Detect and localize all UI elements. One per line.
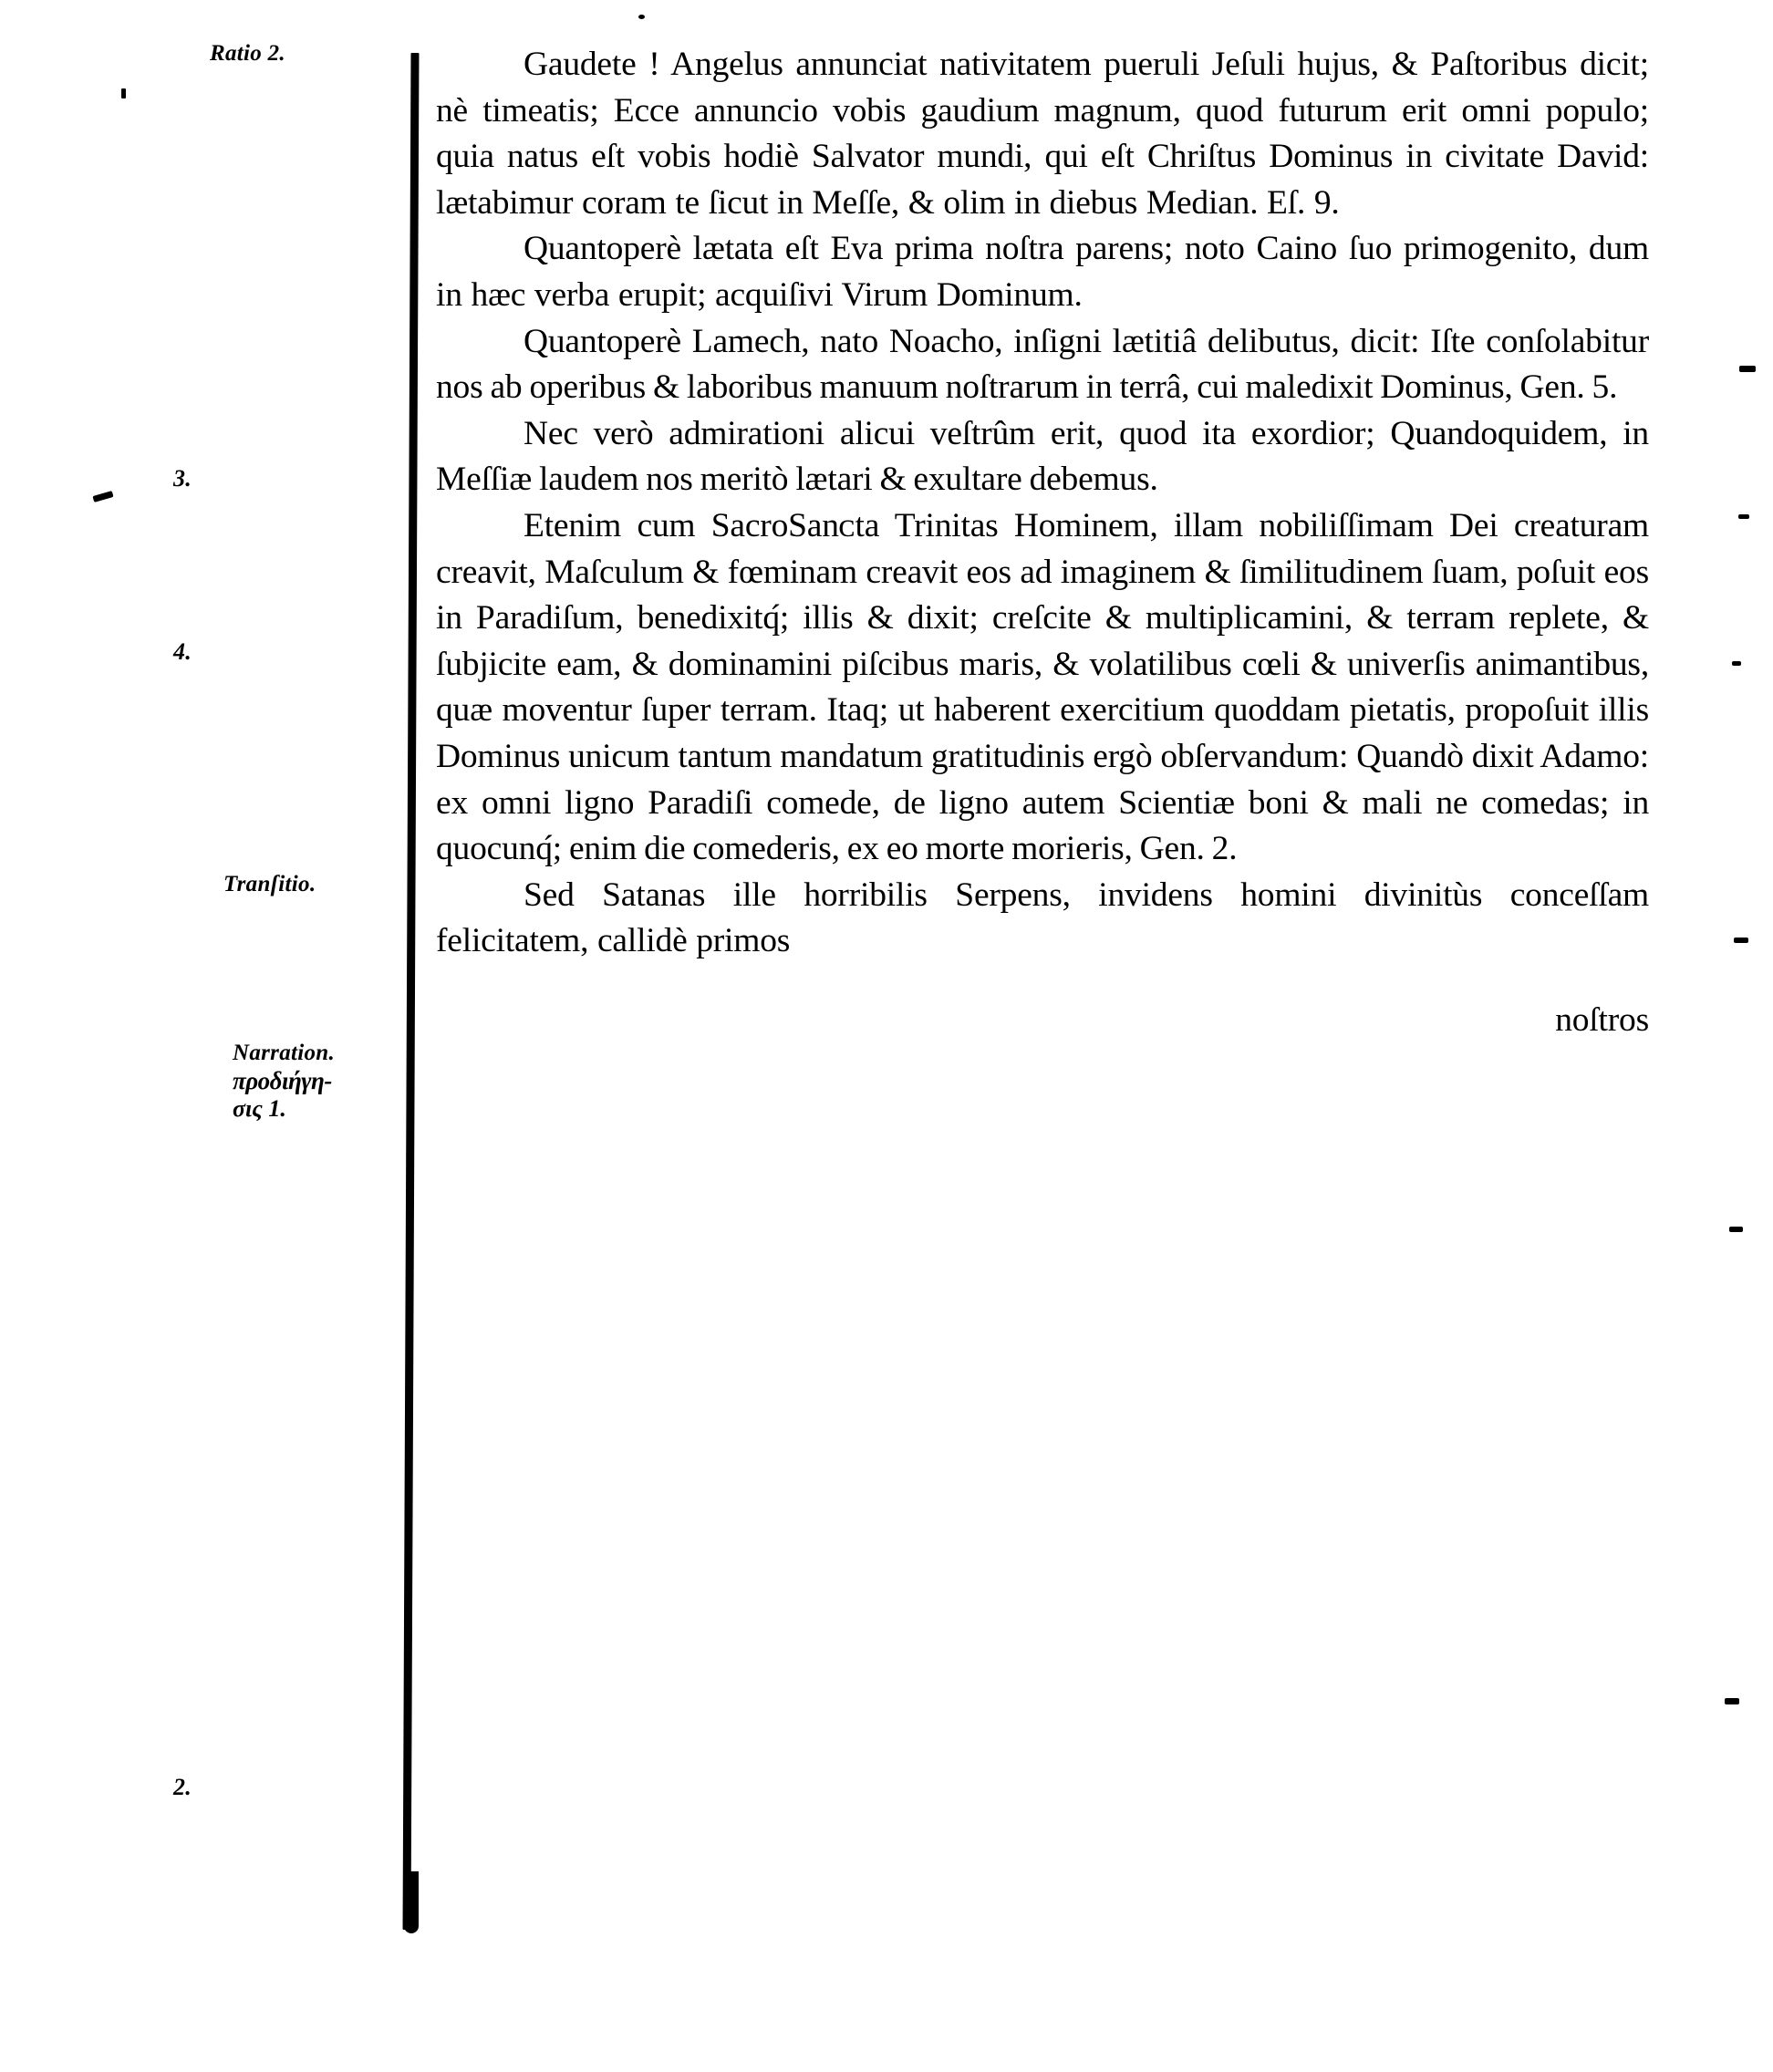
margin-note-narratio-greek-line-2: σις 1.: [233, 1095, 286, 1123]
margin-note-item-3-label: 3.: [172, 465, 192, 492]
catchword: noſtros: [1555, 1000, 1649, 1039]
paragraph-ratio-2: Gaudete ! Angelus annunciat nativitatem pueruli Jeſuli hujus, & Paſtoribus dicit; nè timeatis; Ecce annuncio vobis gaudium magnum, quod futurum erit omni populo; quia natus eſt vobis hodiè Salvator mundi, qui eſt Chriſtus Dominus in civitate David: lætabimur coram te ſicut in Meſſe, & olim in diebus Median. Eſ. 9.: [436, 46, 1649, 222]
margin-note-narratio: [0, 1040, 597, 1124]
paragraph-transitio: Nec verò admirationi alicui veſtrûm erit, quod ita exordior; Quandoquidem, in Meſſiæ laudem nos meritò lætari & exultare debemus.: [436, 414, 1649, 499]
scan-speckle: [638, 15, 645, 19]
column-rule-foot: [404, 1871, 419, 1933]
scan-speckle: [1725, 1698, 1739, 1704]
margin-note-item-3: [0, 465, 365, 493]
scan-speckle: [1732, 661, 1741, 666]
scan-speckle: [1734, 938, 1748, 943]
paragraph-4: Quantoperè Lamech, nato Noacho, inſigni lætitiâ delibutus, dicit: Iſte conſolabitur nos ab operibus & laboribus manuum noſtrarum in terrâ, cui maledixit Dominus, Gen. 5.: [436, 322, 1649, 407]
margin-note-item-4: [0, 638, 365, 667]
scan-speckle: [121, 88, 126, 98]
scan-speckle: [1739, 366, 1756, 372]
text-column: [436, 42, 1649, 1043]
margin-note-transitio: [0, 871, 383, 898]
paragraph-2: Sed Satanas ille horribilis Serpens, invidens homini divinitùs conceſſam felicitatem, callidè primos: [436, 875, 1649, 960]
column-rule: [403, 53, 420, 1930]
margin-note-item-4-label: 4.: [172, 638, 192, 665]
margin-note-ratio-2-label: Ratio 2.: [210, 41, 285, 66]
margin-note-transitio-label: Tranſitio.: [223, 872, 316, 896]
margin-note-item-2-label: 2.: [172, 1774, 192, 1800]
margin-note-narratio-label: Narration.: [233, 1041, 336, 1065]
paragraph-narratio: Etenim cum SacroSanᴄta Trinitas Hominem, illam nobiliſſimam Dei creaturam creavit, Maſculum & fœminam creavit eos ad imaginem & ſimilitudinem ſuam, poſuit eos in Paradiſum, benedixitq́; illis & dixit; creſcite & multiplicamini, & terram replete, & ſubjicite eam, & dominamini piſcibus maris, & volatilibus cœli & univerſis animantibus, quæ moventur ſuper terram. Itaq; ut haberent exercitium quoddam pietatis, propoſuit illis Dominus unicum tantum mandatum gratitudinis ergò obſervandum: Quandò dixit Adamo: ex omni ligno Paradiſi comede, de ligno autem Scientiæ boni & mali ne comedas; in quocunq́; enim die comederis, ex eo morte morieris, Gen. 2.: [436, 506, 1649, 868]
margin-note-ratio-2: [0, 40, 383, 67]
margin-note-narratio-greek-line-1: προδιήγη-: [233, 1066, 332, 1094]
margin-note-item-2: [0, 1774, 365, 1802]
paragraph-3: Quantoperè lætata eſt Eva prima noſtra parens; noto Caino ſuo primogenito, dum in hæc verba erupit; acquiſivi Virum Dominum.: [436, 230, 1649, 314]
scan-speckle: [1738, 514, 1749, 519]
scan-speckle: [1729, 1227, 1743, 1232]
